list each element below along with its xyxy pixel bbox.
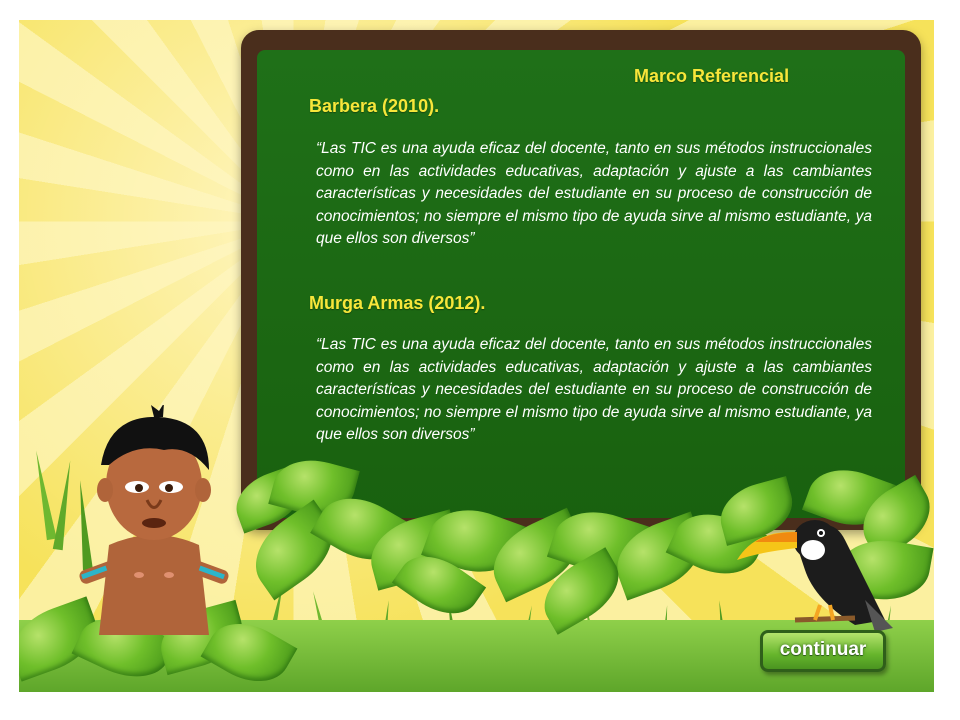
toucan-illustration [735,500,895,640]
author-heading: Barbera (2010). [309,96,440,116]
quote-text: “Las TIC es una ayuda eficaz del docente, tanto en sus métodos instruccionales como en las actividades educativas, adaptación y ajuste a las cambiantes características y necesidades del estudiante en su proceso de construcción de conocimientos; no siempre el mismo tipo de ayuda sirve al mismo estudiante, ya que ellos son diversos” [316,336,872,443]
author-heading: Murga Armas (2012). [309,293,486,313]
continue-button[interactable]: continuar [760,630,886,672]
chalkboard [257,50,905,518]
slide-background [19,20,934,692]
boy-illustration [69,405,239,635]
quote-text: “Las TIC es una ayuda eficaz del docente, tanto en sus métodos instruccionales como en las actividades educativas, adaptación y ajuste a las cambiantes características y necesidades del estudiante en su proceso de construcción de conocimientos; no siempre el mismo tipo de ayuda sirve al mismo estudiante, ya que ellos son diversos” [316,140,872,247]
slide-title: Marco Referencial [634,66,790,86]
